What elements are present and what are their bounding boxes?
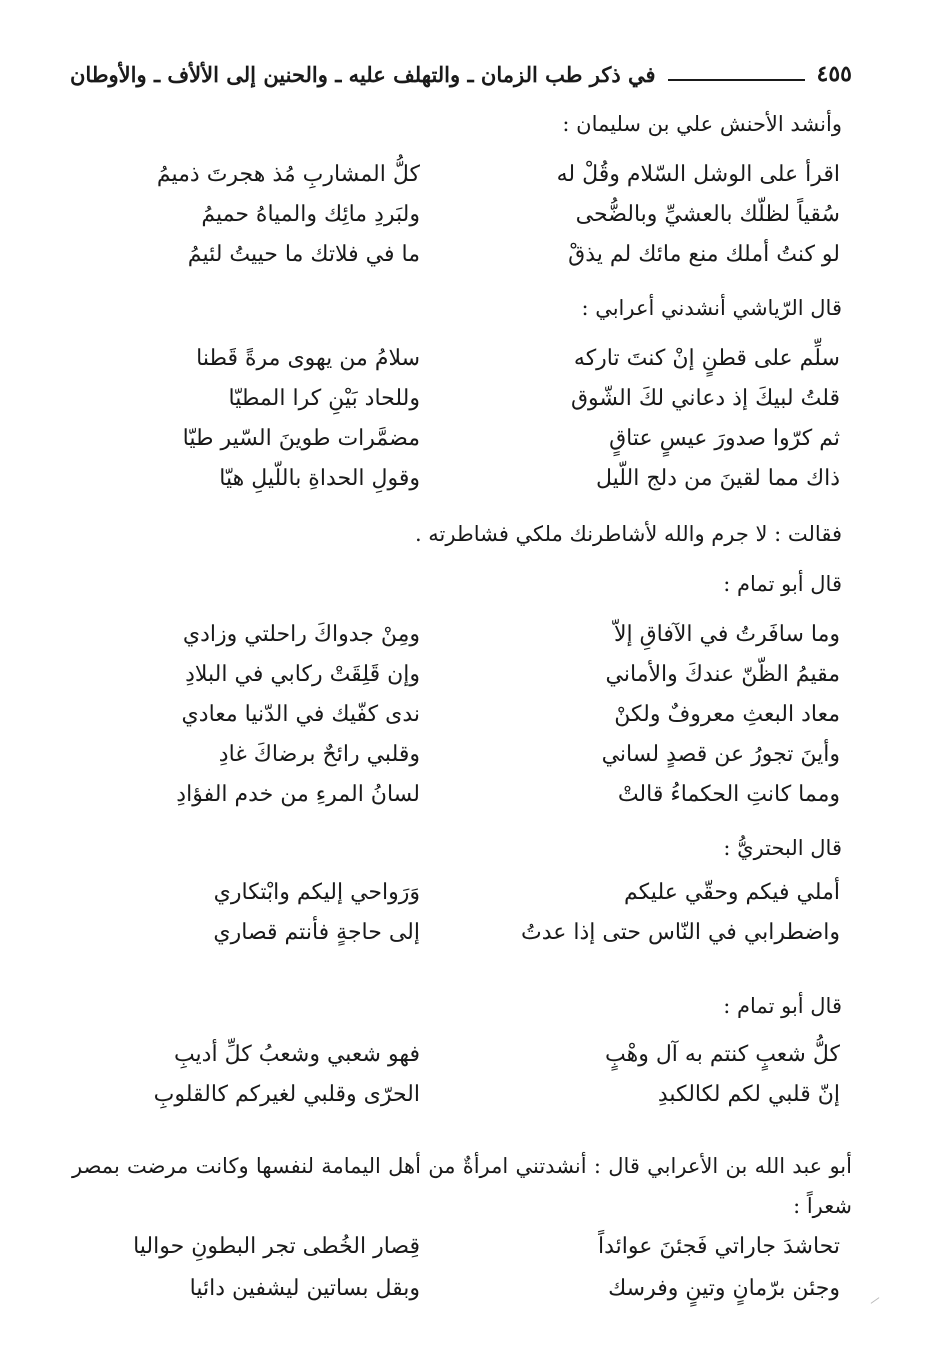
- page-corner-mark: [871, 1297, 880, 1304]
- first-hemistich: قلتُ لبيكَ إذ دعاني لكَ الشّوق: [570, 386, 840, 411]
- verse-line: [70, 1082, 852, 1122]
- second-hemistich: ومِنْ جدواكَ راحلتي وزادي: [182, 622, 420, 647]
- verse-line: [70, 242, 852, 282]
- verse-line: [70, 742, 852, 782]
- first-hemistich: وما سافَرتُ في الآفاقِ إلاّ: [613, 622, 840, 647]
- first-hemistich: أملي فيكم وحقّي عليكم: [624, 880, 840, 905]
- first-hemistich: ذاك مما لقينَ من دلج اللّيل: [595, 466, 840, 491]
- second-hemistich: ولبَردِ مائِك والمياهُ حميمُ: [201, 202, 420, 227]
- verse-line: [70, 880, 852, 920]
- second-hemistich: ما في فلاتك ما حييتُ لئيمُ: [187, 242, 420, 267]
- second-hemistich: كلُّ المشاربِ مُذ هجرتَ ذميمُ: [156, 162, 420, 187]
- second-hemistich: قِصار الخُطى تجر البطونِ حواليا: [133, 1234, 420, 1259]
- first-hemistich: سلِّم على قطنٍ إنْ كنتَ تاركه: [573, 346, 840, 371]
- verse-line: [70, 702, 852, 742]
- second-hemistich: ندى كفّيك في الدّنيا معادي: [181, 702, 420, 727]
- second-hemistich: وللحاد بَيْنِ كرا المطيّا: [228, 386, 420, 411]
- verse-line: [70, 782, 852, 822]
- verse-line: [70, 162, 852, 202]
- intro-buhturi: قال البحتريُّ :: [723, 836, 842, 860]
- first-hemistich: كلُّ شعبٍ كنتم به آل وهْبٍ: [605, 1042, 840, 1067]
- verse-line: [70, 1276, 852, 1316]
- first-hemistich: معاد البعثِ معروفٌ ولكنْ: [614, 702, 840, 727]
- first-hemistich: ومما كانتِ الحكماءُ قالتْ: [617, 782, 840, 807]
- second-hemistich: وبقل بساتين ليشفين دائيا: [189, 1276, 420, 1301]
- first-hemistich: لو كنتُ أملك منع مائك لم يذقْ: [568, 242, 840, 267]
- second-hemistich: وإن قَلِقَتْ ركابي في البلادِ: [185, 662, 420, 687]
- verse-line: [70, 920, 852, 960]
- first-hemistich: وأينَ تجورُ عن قصدٍ لساني: [601, 742, 840, 767]
- second-hemistich: فهو شعبي وشعبُ كلِّ أديبِ: [173, 1042, 420, 1067]
- second-hemistich: وقولِ الحداةِ باللّيلِ هيّا: [219, 466, 420, 491]
- second-hemistich: إلى حاجةٍ فأنتم قصاري: [213, 920, 420, 945]
- header-title: في ذكر طب الزمان ـ والتهلف عليه ـ والحنين إلى الألأف ـ والأوطان: [70, 61, 656, 87]
- verse-line: [70, 1042, 852, 1082]
- verse-line: [70, 662, 852, 702]
- intro-abu-tammam-2: قال أبو تمام :: [723, 994, 842, 1018]
- verse-line: [70, 622, 852, 662]
- second-hemistich: مضمَّرات طوينَ السّير طيّا: [182, 426, 420, 451]
- verse-line: [70, 466, 852, 506]
- first-hemistich: اقرأ على الوشل السّلام وقُلْ له: [556, 162, 840, 187]
- page-number: ٤٥٥: [816, 61, 852, 87]
- intro-ahnash: وأنشد الأحنش علي بن سليمان :: [562, 112, 842, 136]
- second-hemistich: سلامُ من يهوى مرةً قَطنا: [196, 346, 420, 371]
- first-hemistich: وجئن برّمانٍ وتينٍ وفرسك: [608, 1276, 840, 1301]
- second-hemistich: لسانُ المرءِ من خدم الفؤادِ: [176, 782, 420, 807]
- first-hemistich: واضطرابي في النّاس حتى إذا عدتُ: [521, 920, 840, 945]
- verse-line: [70, 426, 852, 466]
- prose-line: فقالت : لا جرم والله لأشاطرنك ملكي فشاطرته .: [414, 522, 842, 546]
- verse-line: [70, 202, 852, 242]
- first-hemistich: مقيمُ الظّنّ عندكَ والأماني: [605, 662, 840, 687]
- first-hemistich: ثم كرّوا صدورَ عيسٍ عتاقٍ: [609, 426, 840, 451]
- second-hemistich: وقلبي رائحٌ برضاكَ غادِ: [218, 742, 420, 767]
- running-header: [70, 52, 852, 96]
- verse-line: [70, 1234, 852, 1274]
- prose-paragraph: أبو عبد الله بن الأعرابي قال : أنشدتني امرأةٌ من أهل اليمامة لنفسها وكانت مرضت بمصر شعراً :: [72, 1154, 852, 1218]
- second-hemistich: وَرَواحي إليكم وابْتكاري: [213, 880, 420, 905]
- intro-riyashi: قال الرّياشي أنشدني أعرابي :: [581, 296, 842, 320]
- first-hemistich: إنّ قلبي لكم لكالكبدِ: [657, 1082, 840, 1107]
- verse-line: [70, 346, 852, 386]
- first-hemistich: تحاشدَ جاراتي فَجئنَ عوائداً: [598, 1234, 840, 1259]
- intro-abu-tammam: قال أبو تمام :: [723, 572, 842, 596]
- header-rule: [668, 79, 805, 81]
- second-hemistich: الحرّى وقلبي لغيركم كالقلوبِ: [153, 1082, 420, 1107]
- verse-line: [70, 386, 852, 426]
- first-hemistich: سُقياً لظلّك بالعشيِّ وبالضُّحى: [575, 202, 840, 227]
